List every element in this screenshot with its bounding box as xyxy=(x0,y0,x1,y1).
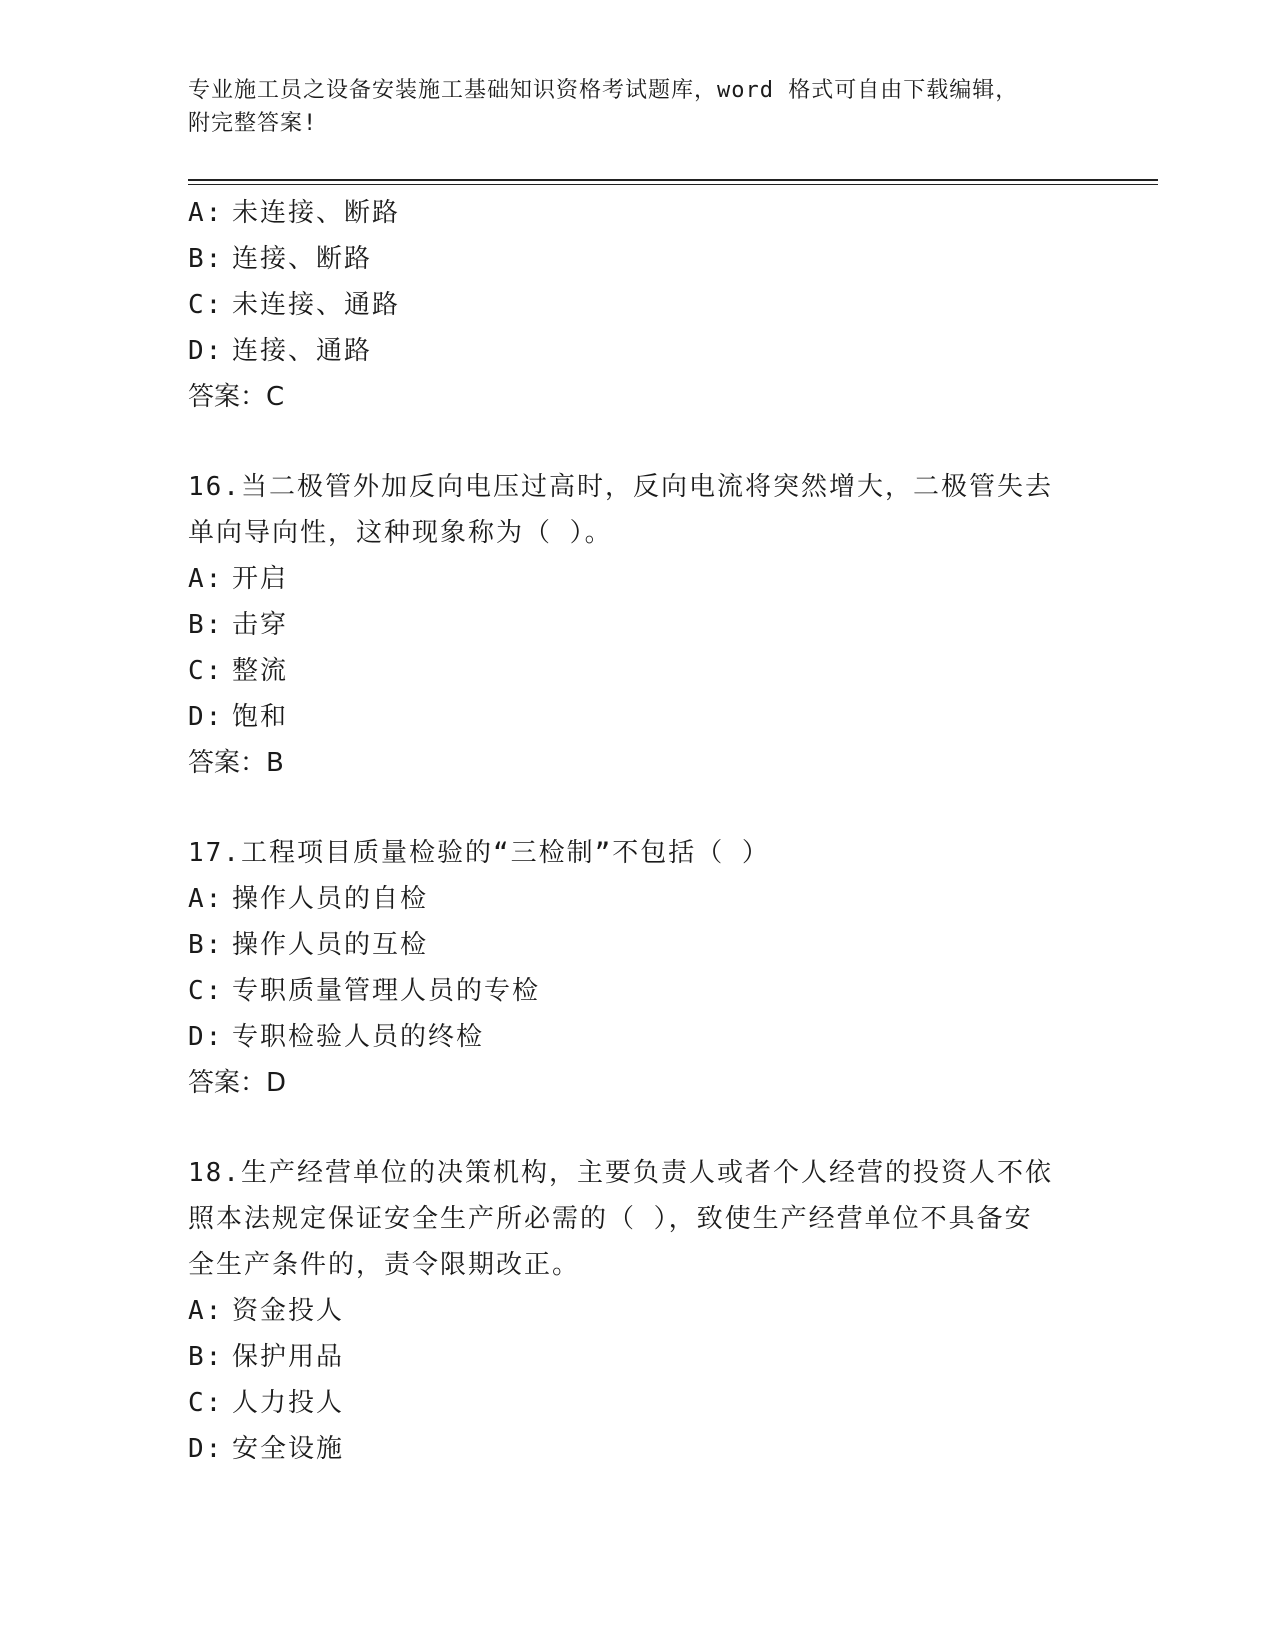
option-d xyxy=(188,328,1088,374)
answer-line: 答案：D xyxy=(188,1068,287,1098)
option-c xyxy=(188,648,1088,694)
option-text: 整流 xyxy=(232,656,289,686)
option-text: 未连接、通路 xyxy=(232,290,401,320)
option-text: 击穿 xyxy=(232,610,289,640)
option-letter: A: xyxy=(188,198,224,228)
question-stem: 17.工程项目质量检验的“三检制”不包括（ ） xyxy=(188,838,770,868)
question-18 xyxy=(188,1150,1088,1472)
header-line-2: 附完整答案! xyxy=(188,111,318,136)
answer-line: 答案：B xyxy=(188,748,284,778)
option-d xyxy=(188,694,1088,740)
option-letter: D: xyxy=(188,1022,224,1052)
option-letter: C: xyxy=(188,290,224,320)
header-divider-thick xyxy=(188,179,1158,181)
option-text: 人力投人 xyxy=(232,1388,345,1418)
option-text: 连接、通路 xyxy=(232,336,373,366)
option-text: 未连接、断路 xyxy=(232,198,401,228)
question-stem: 单向导向性，这种现象称为（ ）。 xyxy=(188,518,613,548)
option-a xyxy=(188,190,1088,236)
option-text: 操作人员的自检 xyxy=(232,884,429,914)
question-16 xyxy=(188,464,1088,786)
question-stem: 照本法规定保证安全生产所必需的（ ），致使生产经营单位不具备安 xyxy=(188,1204,1033,1234)
option-d xyxy=(188,1426,1088,1472)
question-17 xyxy=(188,830,1088,1106)
option-d xyxy=(188,1014,1088,1060)
option-b xyxy=(188,602,1088,648)
option-c xyxy=(188,968,1088,1014)
option-text: 饱和 xyxy=(232,702,289,732)
option-letter: D: xyxy=(188,336,224,366)
question-15-continued xyxy=(188,190,1088,420)
option-letter: A: xyxy=(188,1296,224,1326)
option-a xyxy=(188,1288,1088,1334)
question-content xyxy=(188,190,1088,1472)
option-letter: A: xyxy=(188,564,224,594)
option-text: 保护用品 xyxy=(232,1342,345,1372)
option-letter: C: xyxy=(188,656,224,686)
document-header xyxy=(188,74,1088,140)
option-letter: C: xyxy=(188,1388,224,1418)
option-text: 开启 xyxy=(232,564,289,594)
option-text: 安全设施 xyxy=(232,1434,345,1464)
answer-line: 答案：C xyxy=(188,382,285,412)
option-a xyxy=(188,556,1088,602)
question-stem: 全生产条件的，责令限期改正。 xyxy=(188,1250,581,1280)
header-line-1: 专业施工员之设备安装施工基础知识资格考试题库，word 格式可自由下载编辑， xyxy=(188,78,1019,103)
option-b xyxy=(188,236,1088,282)
option-letter: D: xyxy=(188,702,224,732)
option-c xyxy=(188,282,1088,328)
option-letter: B: xyxy=(188,610,224,640)
option-letter: C: xyxy=(188,976,224,1006)
option-b xyxy=(188,922,1088,968)
option-letter: B: xyxy=(188,244,224,274)
option-letter: D: xyxy=(188,1434,224,1464)
option-b xyxy=(188,1334,1088,1380)
option-letter: A: xyxy=(188,884,224,914)
question-stem: 18.生产经营单位的决策机构，主要负责人或者个人经营的投资人不依 xyxy=(188,1158,1053,1188)
option-text: 连接、断路 xyxy=(232,244,373,274)
option-letter: B: xyxy=(188,1342,224,1372)
option-text: 专职质量管理人员的专检 xyxy=(232,976,541,1006)
option-letter: B: xyxy=(188,930,224,960)
question-stem: 16.当二极管外加反向电压过高时，反向电流将突然增大，二极管失去 xyxy=(188,472,1053,502)
option-a xyxy=(188,876,1088,922)
option-text: 操作人员的互检 xyxy=(232,930,429,960)
option-c xyxy=(188,1380,1088,1426)
option-text: 专职检验人员的终检 xyxy=(232,1022,485,1052)
option-text: 资金投人 xyxy=(232,1296,345,1326)
header-divider-thin xyxy=(188,184,1158,185)
